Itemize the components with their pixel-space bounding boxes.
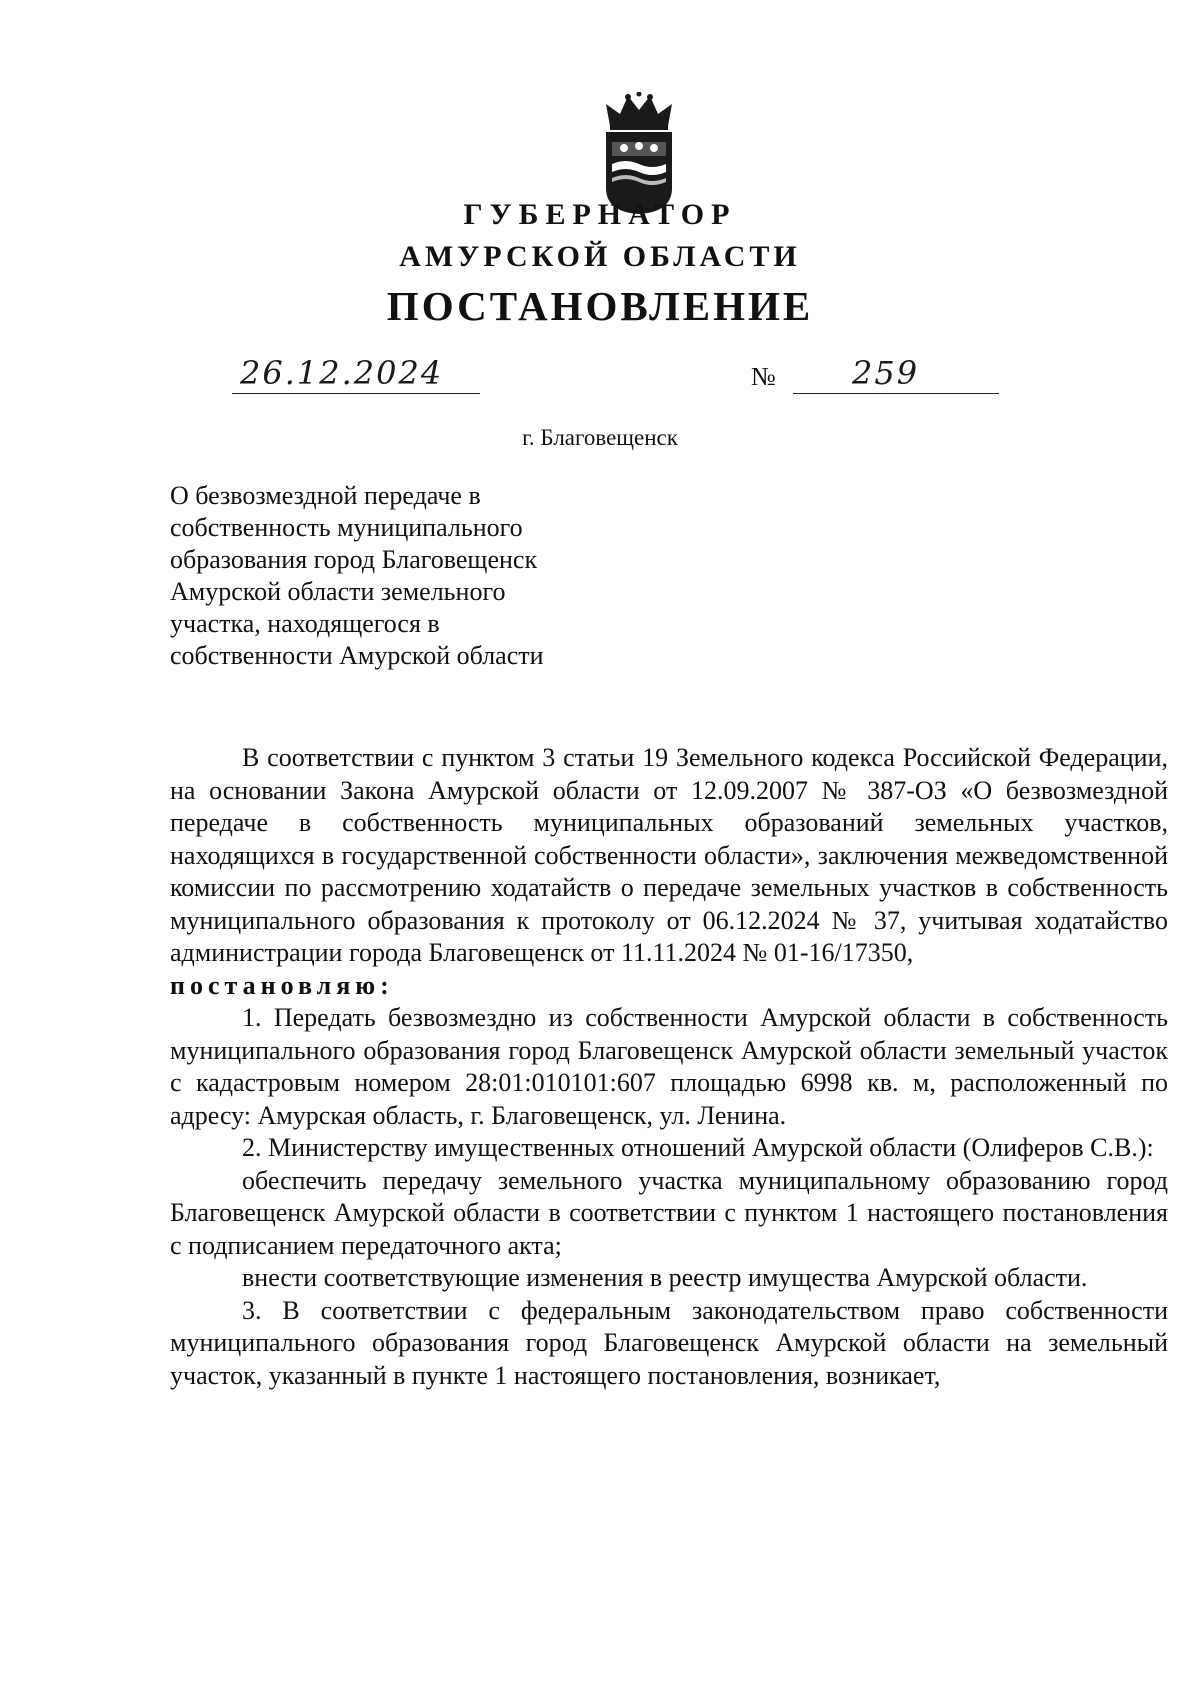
document-body: [170, 742, 1168, 1392]
subject-line: образования город Благовещенск: [170, 545, 538, 574]
subject-line: Амурской области земельного: [170, 577, 506, 606]
subject-line: О безвозмездной передаче в: [170, 481, 481, 510]
document-type-title: ПОСТАНОВЛЕНИЕ: [386, 283, 814, 329]
decree-word: постановляю:: [170, 970, 394, 1000]
subject-line: участка, находящегося в: [170, 609, 440, 638]
handwritten-date: 26.12.2024: [240, 354, 444, 392]
date-underline: [232, 393, 480, 394]
document-subject: [170, 480, 610, 672]
number-underline: [793, 393, 999, 394]
paragraph-2a: обеспечить передачу земельного участка муниципальному образованию город Благовещенск Амурской области в соответствии с пунктом 1 настоящего постановления с подписанием передаточного акта;: [170, 1165, 1168, 1260]
paragraph-2: 2. Министерству имущественных отношений Амурской области (Олиферов С.В.):: [242, 1133, 1154, 1162]
preamble-paragraph: В соответствии с пунктом 3 статьи 19 Земельного кодекса Российской Федерации, на основании Закона Амурской области от 12.09.2007 № 387-ОЗ «О безвозмездной передаче в собственность муниципальных образований земельных участков, находящихся в государственной собственности области», заключения межведомственной комиссии по рассмотрению ходатайств о передаче земельных участков в собственность муниципального образования к протоколу от 06.12.2024 № 37, учитывая ходатайство администрации города Благовещенск от 11.11.2024 № 01-16/17350,: [170, 743, 1168, 967]
subject-line: собственность муниципального: [170, 513, 523, 542]
header-region: АМУРСКОЙ ОБЛАСТИ: [399, 240, 801, 273]
subject-line: собственности Амурской области: [170, 641, 544, 670]
header-governor: ГУБЕРНАТОР: [463, 198, 737, 231]
paragraph-1: 1. Передать безвозмездно из собственности Амурской области в собственность муниципального образования город Благовещенск Амурской области земельный участок с кадастровым номером 28:01:010101:607 площадью 6998 кв. м, расположенный по адресу: Амурская область, г. Благовещенск, ул. Ленина.: [170, 1003, 1168, 1130]
number-sign: №: [751, 362, 776, 391]
city-line: г. Благовещенск: [522, 425, 678, 450]
handwritten-number: 259: [852, 354, 920, 392]
paragraph-3: 3. В соответствии с федеральным законодательством право собственности муниципального образования город Благовещенск Амурской области на земельный участок, указанный в пункте 1 настоящего постановления, возникает,: [170, 1295, 1168, 1390]
paragraph-2b: внести соответствующие изменения в реестр имущества Амурской области.: [242, 1263, 1088, 1292]
